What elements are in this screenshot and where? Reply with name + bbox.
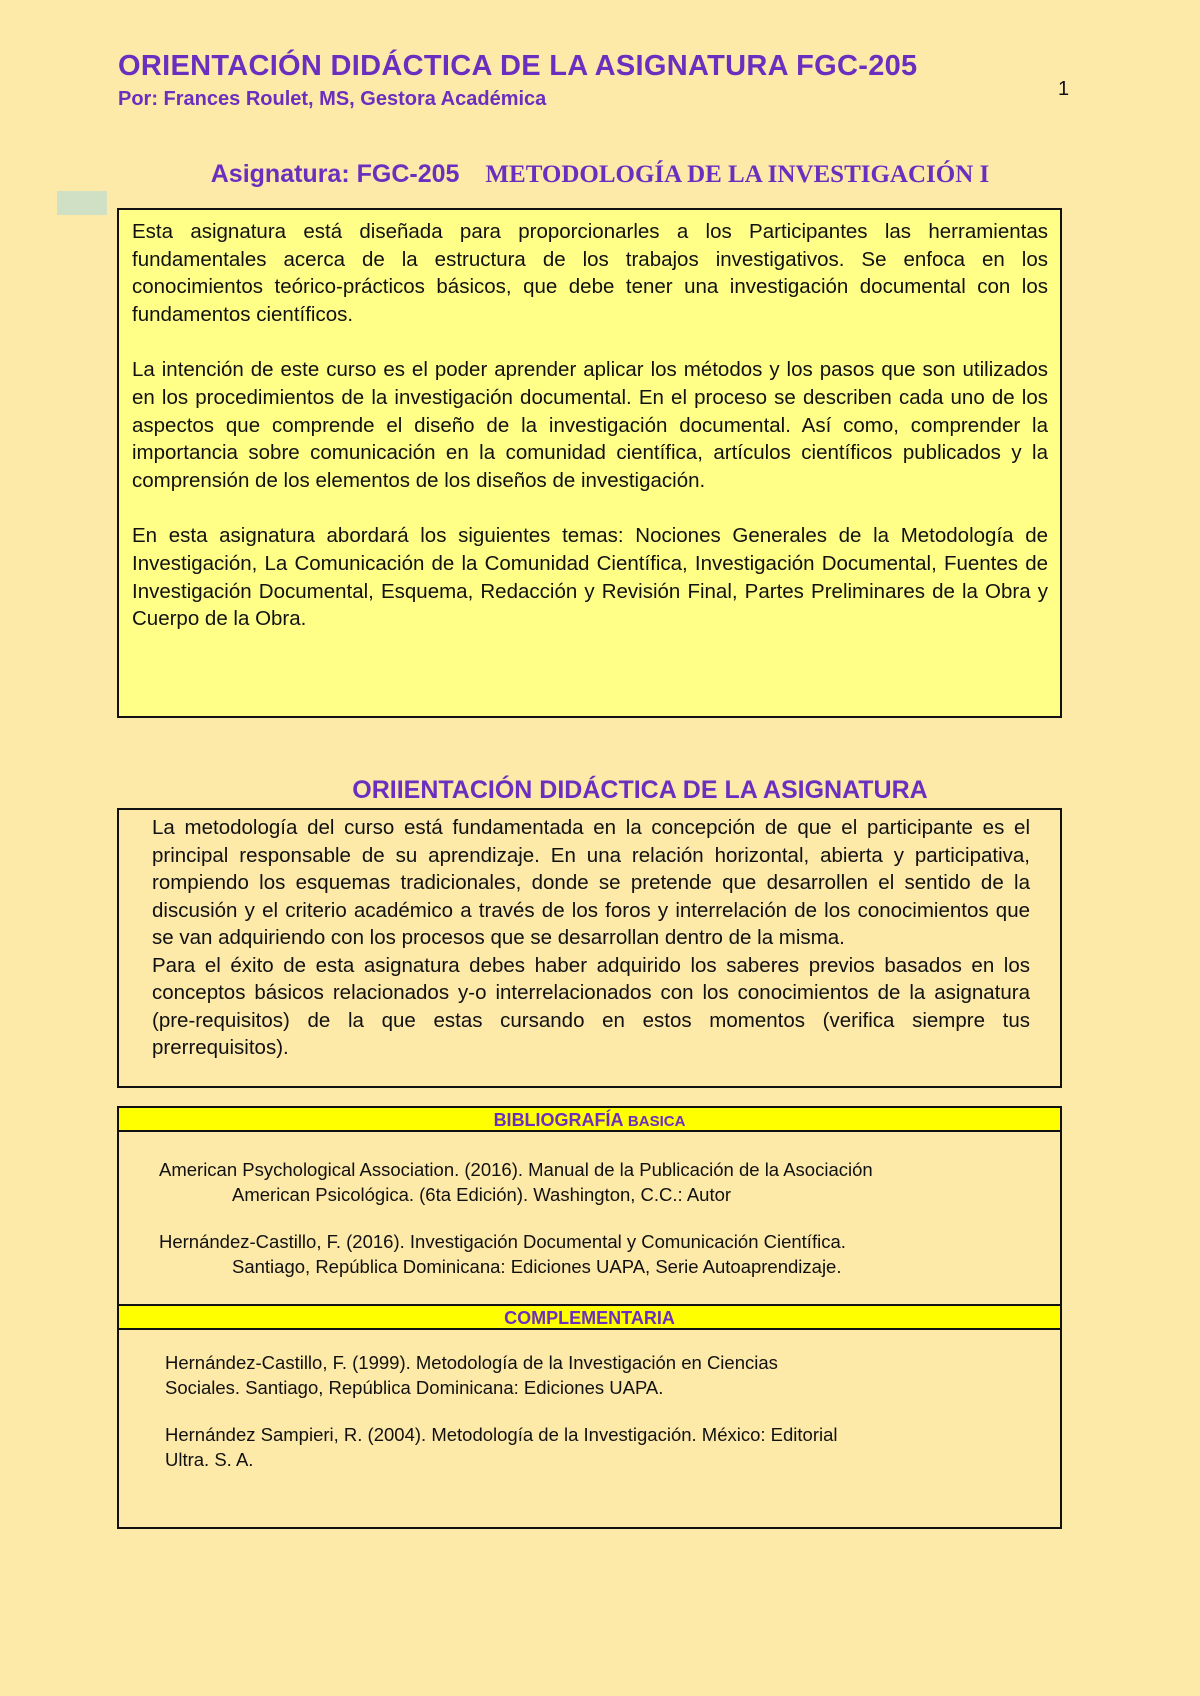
reference-line: Hernández-Castillo, F. (2016). Investigación Documental y Comunicación Científica.: [159, 1231, 846, 1252]
orientation-paragraph-2: Para el éxito de esta asignatura debes haber adquirido los saberes previos basados en los conceptos básicos relacionados y-o interrelacionados con los conocimientos de la asignatura (pre-requisitos) de la que estas cursando en estos momentos (verifica siempre tus prerrequisitos).: [152, 953, 1030, 1059]
complementary-bibliography-header: COMPLEMENTARIA: [119, 1304, 1060, 1330]
bibliography-table: [117, 1106, 1062, 1529]
document-title: ORIENTACIÓN DIDÁCTICA DE LA ASIGNATURA FGC-205: [118, 50, 918, 82]
basic-reference-2: [159, 1230, 846, 1279]
document-author: Por: Frances Roulet, MS, Gestora Académica: [118, 88, 547, 110]
description-paragraph-3: En esta asignatura abordará los siguientes temas: Nociones Generales de la Metodología de Investigación, La Comunicación de la Comunidad Científica, Investigación Documental, Fuentes de Investigación Documental, Esquema, Redacción y Revisión Final, Partes Preliminares de la Obra y Cuerpo de la Obra.: [132, 524, 1048, 631]
description-paragraph-2: La intención de este curso es el poder aprender aplicar los métodos y los pasos que son utilizados en los procedimientos de la investigación documental. En el proceso se describen cada uno de los aspectos que comprende el diseño de la investigación documental. Así como, comprender la importancia sobre comunicación en la comunidad científica, artículos científicos publicados y la comprensión de los elementos de los diseños de investigación.: [132, 358, 1048, 492]
reference-line-continued: Ultra. S. A.: [165, 1448, 254, 1470]
reference-line: American Psychological Association. (2016). Manual de la Publicación de la Asociación: [159, 1159, 873, 1180]
course-description-box: [117, 208, 1062, 718]
basic-reference-1: [159, 1158, 873, 1207]
basic-bibliography-header: [119, 1108, 1060, 1132]
subject-name: METODOLOGÍA DE LA INVESTIGACIÓN I: [485, 161, 990, 188]
reference-line: Hernández Sampieri, R. (2004). Metodología de la Investigación. México: Editorial: [165, 1424, 838, 1445]
description-paragraph-1: Esta asignatura está diseñada para proporcionarles a los Participantes las herramientas fundamentales acerca de la estructura de los trabajos investigativos. Se enfoca en los conocimientos teórico-prácticos básicos, que debe tener una investigación documental con los fundamentos científicos.: [132, 220, 1048, 326]
orientation-heading: ORIIENTACIÓN DIDÁCTICA DE LA ASIGNATURA: [352, 776, 928, 804]
reference-line-continued: Sociales. Santiago, República Dominicana: Ediciones UAPA.: [165, 1376, 664, 1398]
orientation-paragraph-1: La metodología del curso está fundamentada en la concepción de que el participante es el principal responsable de su aprendizaje. En una relación horizontal, abierta y participativa, rompiendo los esquemas tradicionales, donde se pretende que desarrollen el sentido de la discusión y el criterio académico a través de los foros y interrelación de los conocimientos que se van adquiriendo con los procesos que se desarrollan dentro de la misma.: [152, 816, 1030, 949]
complementary-reference-1: [165, 1351, 778, 1400]
orientation-box: [117, 808, 1062, 1088]
complementary-reference-2: [165, 1423, 838, 1472]
reference-line-continued: American Psicológica. (6ta Edición). Washington, C.C.: Autor: [232, 1183, 732, 1205]
basic-bibliography-subtitle: BASICA: [627, 1113, 686, 1130]
page-number: 1: [1058, 78, 1070, 100]
subject-code: Asignatura: FGC-205: [210, 160, 460, 188]
reference-line: Hernández-Castillo, F. (1999). Metodología de la Investigación en Ciencias: [165, 1352, 778, 1373]
margin-marker: [57, 191, 107, 215]
basic-bibliography-title: BIBLIOGRAFÍA: [493, 1110, 623, 1130]
subject-heading: [0, 160, 1200, 189]
reference-line-continued: Santiago, República Dominicana: Ediciones UAPA, Serie Autoaprendizaje.: [232, 1255, 842, 1277]
